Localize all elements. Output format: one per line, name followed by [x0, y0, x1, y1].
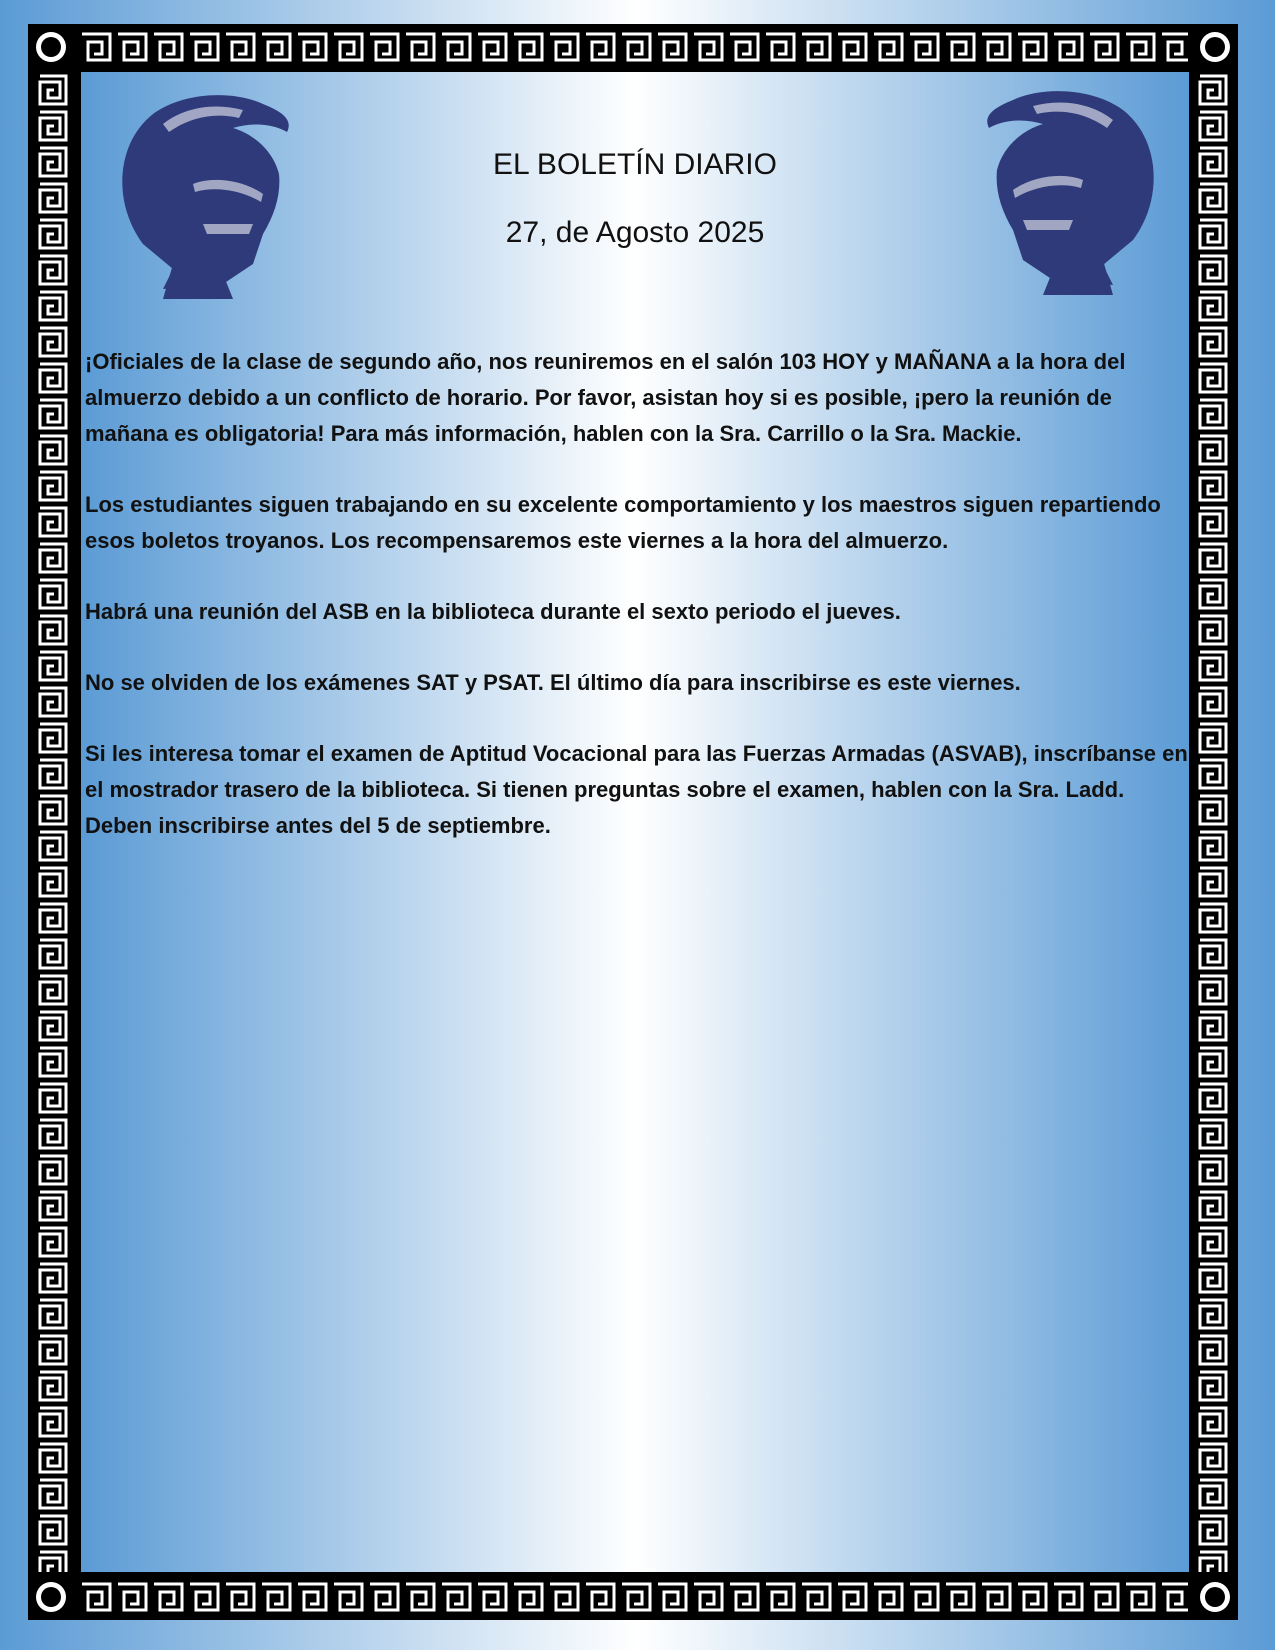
greek-key-bottom-icon — [78, 1574, 1188, 1620]
trojan-helmet-icon — [963, 80, 1173, 300]
announcement-item: Los estudiantes siguen trabajando en su excelente comportamiento y los maestros siguen repartiendo esos boletos troyanos. Los recompensaremos este viernes a la hora del almuerzo. — [85, 492, 1161, 553]
announcement-item: Habrá una reunión del ASB en la biblioteca durante el sexto periodo el jueves. — [85, 599, 901, 624]
border-corner-icon — [1192, 24, 1238, 70]
announcement-item: No se olviden de los exámenes SAT y PSAT. El último día para inscribirse es este viernes. — [85, 670, 1021, 695]
border-corner-icon — [28, 24, 74, 70]
border-corner-icon — [1192, 1574, 1238, 1620]
greek-key-right-icon — [1192, 72, 1234, 1572]
announcement-list — [85, 344, 1189, 879]
greek-key-top-icon — [78, 24, 1188, 70]
announcement-item: Si les interesa tomar el examen de Aptitud Vocacional para las Fuerzas Armadas (ASVAB), inscríbanse en el mostrador trasero de la biblioteca. Si tienen preguntas sobre el examen, hablen con la Sra. Ladd. Deben inscribirse antes del 5 de septiembre. — [85, 741, 1188, 838]
bulletin-date: 27, de Agosto 2025 — [505, 216, 765, 249]
trojan-helmet-icon — [103, 84, 313, 304]
announcement-item: ¡Oficiales de la clase de segundo año, nos reuniremos en el salón 103 HOY y MAÑANA a la hora del almuerzo debido a un conflicto de horario. Por favor, asistan hoy si es posible, ¡pero la reunión de mañana es obligatoria! Para más información, hablen con la Sra. Carrillo o la Sra. Mackie. — [85, 349, 1126, 446]
greek-key-left-icon — [32, 72, 74, 1572]
bulletin-title: EL BOLETÍN DIARIO — [493, 148, 777, 181]
bulletin-page — [78, 72, 1192, 1572]
border-corner-icon — [28, 1574, 74, 1620]
